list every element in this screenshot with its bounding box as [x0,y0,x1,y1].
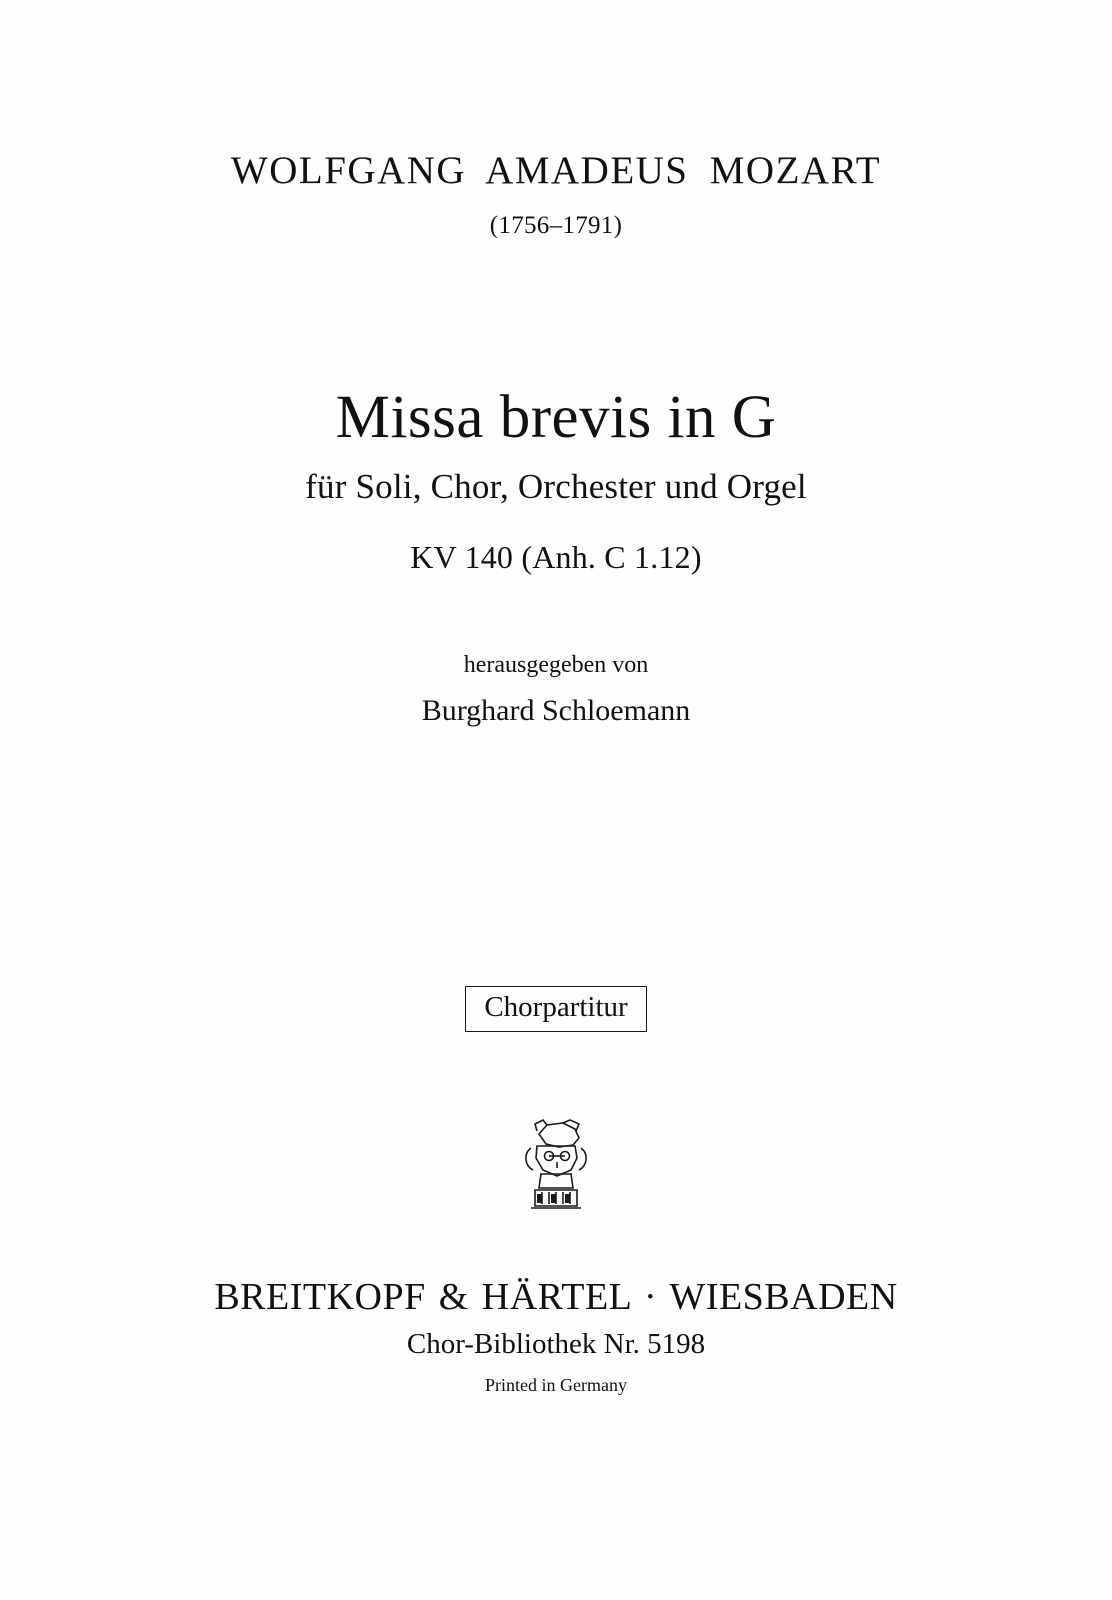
edited-by-label: herausgegeben von [463,652,649,678]
series-number: Chor-Bibliothek Nr. 5198 [406,1328,706,1360]
catalog-number: KV 140 (Anh. C 1.12) [410,539,702,575]
work-title: Missa brevis in G [335,384,777,451]
printed-in-notice: Printed in Germany [485,1375,627,1395]
publisher-name: BREITKOPF & HÄRTEL · WIESBADEN [214,1276,898,1318]
composer-dates: (1756–1791) [489,212,623,239]
part-label-box: Chorpartitur [465,986,646,1032]
work-subtitle: für Soli, Chor, Orchester und Orgel [305,467,807,506]
composer-name: WOLFGANG AMADEUS MOZART [230,149,882,192]
publisher-logo-icon [513,1118,599,1240]
editor-name: Burghard Schloemann [421,694,691,727]
publisher-logo-container [0,1118,1112,1245]
part-designation [0,986,1112,1032]
